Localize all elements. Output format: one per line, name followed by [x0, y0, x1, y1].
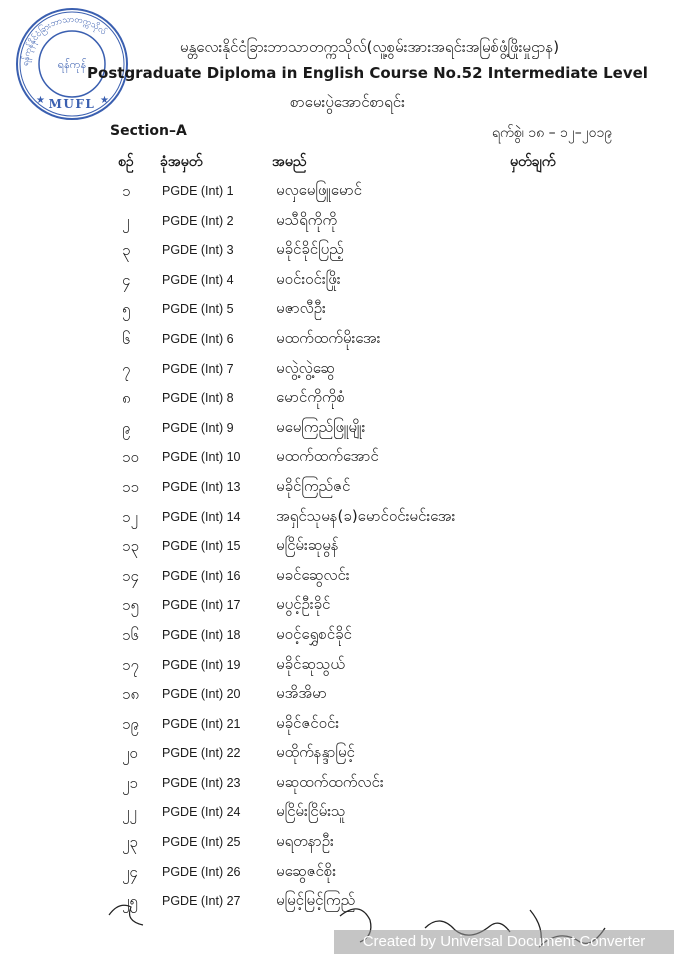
row-name: မဇာလီဦး: [276, 299, 326, 318]
row-number: ၆: [122, 329, 131, 348]
row-number: ၁၇: [122, 655, 139, 674]
row-number: ၂၂: [122, 803, 137, 822]
row-roll: PGDE (Int) 10: [162, 450, 241, 465]
table-row: [0, 326, 679, 356]
table-row: [0, 563, 679, 593]
row-roll: PGDE (Int) 14: [162, 509, 241, 524]
table-row: [0, 356, 679, 386]
header-course-title: Postgraduate Diploma in English Course No.52 Intermediate Level: [87, 64, 648, 82]
row-number: ၁၉: [122, 714, 139, 733]
header-list-title: စာမေးပွဲအောင်စာရင်း: [290, 93, 405, 111]
row-name: မခိုင်ကြည်ဇင်: [276, 476, 351, 495]
column-header-name: အမည်: [272, 154, 307, 170]
row-name: မထိုက်နန္ဒာမြင့်: [276, 743, 355, 762]
row-number: ၁၂: [122, 507, 138, 526]
table-row: [0, 474, 679, 504]
row-number: ၈: [122, 389, 131, 408]
row-name: မလှမေဖြူမောင်: [276, 181, 362, 199]
header-department-title: မန္တလေးနိုင်ငံခြားဘာသာတက္ကသိုလ်(လူ့စွမ်းအားအရင်းအမြစ်ဖွံ့ဖြိုးမှုဌာန): [179, 38, 560, 56]
row-roll: PGDE (Int) 5: [162, 302, 234, 317]
row-roll: PGDE (Int) 8: [162, 391, 234, 406]
row-number: ၄: [122, 270, 131, 289]
converter-watermark: Created by Universal Document Converter: [334, 930, 674, 954]
table-row: [0, 533, 679, 563]
table-row: [0, 444, 679, 474]
column-header-no: စဉ်: [118, 154, 134, 170]
seal-center-text: ရန်ကုန်: [57, 58, 87, 71]
row-name: မခင်ဆွေလင်း: [276, 565, 350, 584]
row-number: ၉: [122, 418, 131, 437]
row-name: မခိုင်ဆုသွယ်: [276, 654, 345, 673]
row-name: မဆုထက်ထက်လင်း: [276, 772, 384, 791]
row-name: မမေကြည်ဖြူမျိုး: [276, 417, 366, 436]
row-number: ၃: [122, 241, 131, 260]
row-roll: PGDE (Int) 26: [162, 864, 241, 879]
table-row: [0, 237, 679, 267]
results-table: [0, 178, 679, 918]
row-number: ၁၈: [122, 685, 140, 704]
row-name: မဆွေဇင်စိုး: [276, 861, 337, 880]
row-name: မလွဲ့လွဲ့ဆွေ: [276, 358, 335, 377]
row-roll: PGDE (Int) 2: [162, 213, 234, 228]
table-row: [0, 592, 679, 622]
table-row: [0, 740, 679, 770]
table-row: [0, 799, 679, 829]
table-row: [0, 385, 679, 415]
row-number: ၂၀: [122, 744, 138, 763]
row-roll: PGDE (Int) 7: [162, 361, 234, 376]
row-roll: PGDE (Int) 1: [162, 184, 234, 198]
row-roll: PGDE (Int) 16: [162, 568, 241, 583]
seal-star-right-icon: ★: [100, 95, 109, 106]
row-roll: PGDE (Int) 6: [162, 331, 234, 346]
row-roll: PGDE (Int) 17: [162, 598, 241, 613]
row-roll: PGDE (Int) 4: [162, 272, 234, 287]
row-roll: PGDE (Int) 15: [162, 539, 241, 554]
row-roll: PGDE (Int) 27: [162, 894, 241, 909]
row-number: ၂: [122, 211, 130, 230]
row-number: ၁၆: [122, 625, 139, 644]
row-number: ၁: [122, 182, 131, 200]
row-roll: PGDE (Int) 23: [162, 775, 241, 790]
row-name: မောင်ကိုကိုစံ: [276, 388, 345, 407]
row-roll: PGDE (Int) 19: [162, 657, 241, 672]
column-header-roll: ခုံအမှတ်: [160, 154, 203, 170]
table-row: [0, 652, 679, 682]
table-row: [0, 415, 679, 445]
table-row: [0, 681, 679, 711]
row-roll: PGDE (Int) 24: [162, 805, 241, 820]
table-row: [0, 296, 679, 326]
row-name: မဝင့်ရွှေစင်ခိုင်: [276, 624, 352, 643]
row-roll: PGDE (Int) 18: [162, 627, 241, 642]
row-name: မခိုင်ဇင်ဝင်း: [276, 713, 340, 732]
row-number: ၁၅: [122, 596, 139, 615]
row-number: ၂၁: [122, 773, 138, 792]
table-row: [0, 504, 679, 534]
row-name: မသီရိကိုကို: [276, 210, 338, 229]
row-name: မထက်ထက်မိုးအေး: [276, 328, 381, 347]
table-row: [0, 770, 679, 800]
table-row: [0, 829, 679, 859]
row-roll: PGDE (Int) 13: [162, 479, 241, 494]
table-row: [0, 711, 679, 741]
row-roll: PGDE (Int) 9: [162, 420, 234, 435]
row-number: ၁၃: [122, 537, 139, 556]
row-name: မငြိမ်းငြိမ်းသူ: [276, 802, 346, 821]
row-roll: PGDE (Int) 20: [162, 687, 241, 702]
row-roll: PGDE (Int) 3: [162, 243, 234, 258]
table-row: [0, 208, 679, 238]
row-number: ၂၄: [122, 862, 138, 881]
row-name: မထက်ထက်အောင်: [276, 447, 379, 466]
row-roll: PGDE (Int) 22: [162, 746, 241, 761]
row-name: မပွင့်ဦးခိုင်: [276, 595, 331, 614]
date-label: ရက်စွဲ၊ ၁၈ – ၁၂–၂၀၁၉: [492, 125, 613, 141]
row-name: မငြိမ်းဆုမွန်: [276, 536, 339, 555]
row-number: ၁၀: [122, 448, 139, 467]
row-number: ၇: [122, 359, 131, 378]
row-name: မရတနာဦး: [276, 832, 334, 851]
table-row: [0, 859, 679, 889]
row-roll: PGDE (Int) 21: [162, 716, 241, 731]
row-roll: PGDE (Int) 25: [162, 835, 241, 850]
row-number: ၅: [122, 300, 131, 319]
row-number: ၂၅: [122, 892, 138, 911]
row-name: မအိအိမာ: [276, 684, 327, 703]
seal-ring-text: ရန်ကုန်နိုင်ငံခြားဘာသာတက္ကသိုလ်: [20, 14, 109, 67]
seal-bottom-text: MUFL: [48, 97, 96, 111]
column-header-remark: မှတ်ချက်: [510, 154, 556, 170]
section-label: Section–A: [110, 123, 187, 139]
row-name: အရှင်သုမန(ခ)မောင်ဝင်းမင်းအေး: [276, 506, 456, 525]
table-row: [0, 178, 679, 208]
table-row: [0, 267, 679, 297]
row-number: ၁၁: [122, 477, 139, 496]
row-name: မမြင့်မြင့်ကြည်: [276, 891, 356, 910]
table-row: [0, 622, 679, 652]
handwritten-mark-icon: [105, 895, 165, 935]
row-name: မဝင်းဝင်းဖြိုး: [276, 269, 341, 288]
row-name: မခိုင်ခိုင်ပြည့်: [276, 240, 344, 259]
seal-star-left-icon: ★: [36, 95, 45, 106]
row-number: ၂၃: [122, 833, 138, 852]
row-number: ၁၄: [122, 566, 139, 585]
